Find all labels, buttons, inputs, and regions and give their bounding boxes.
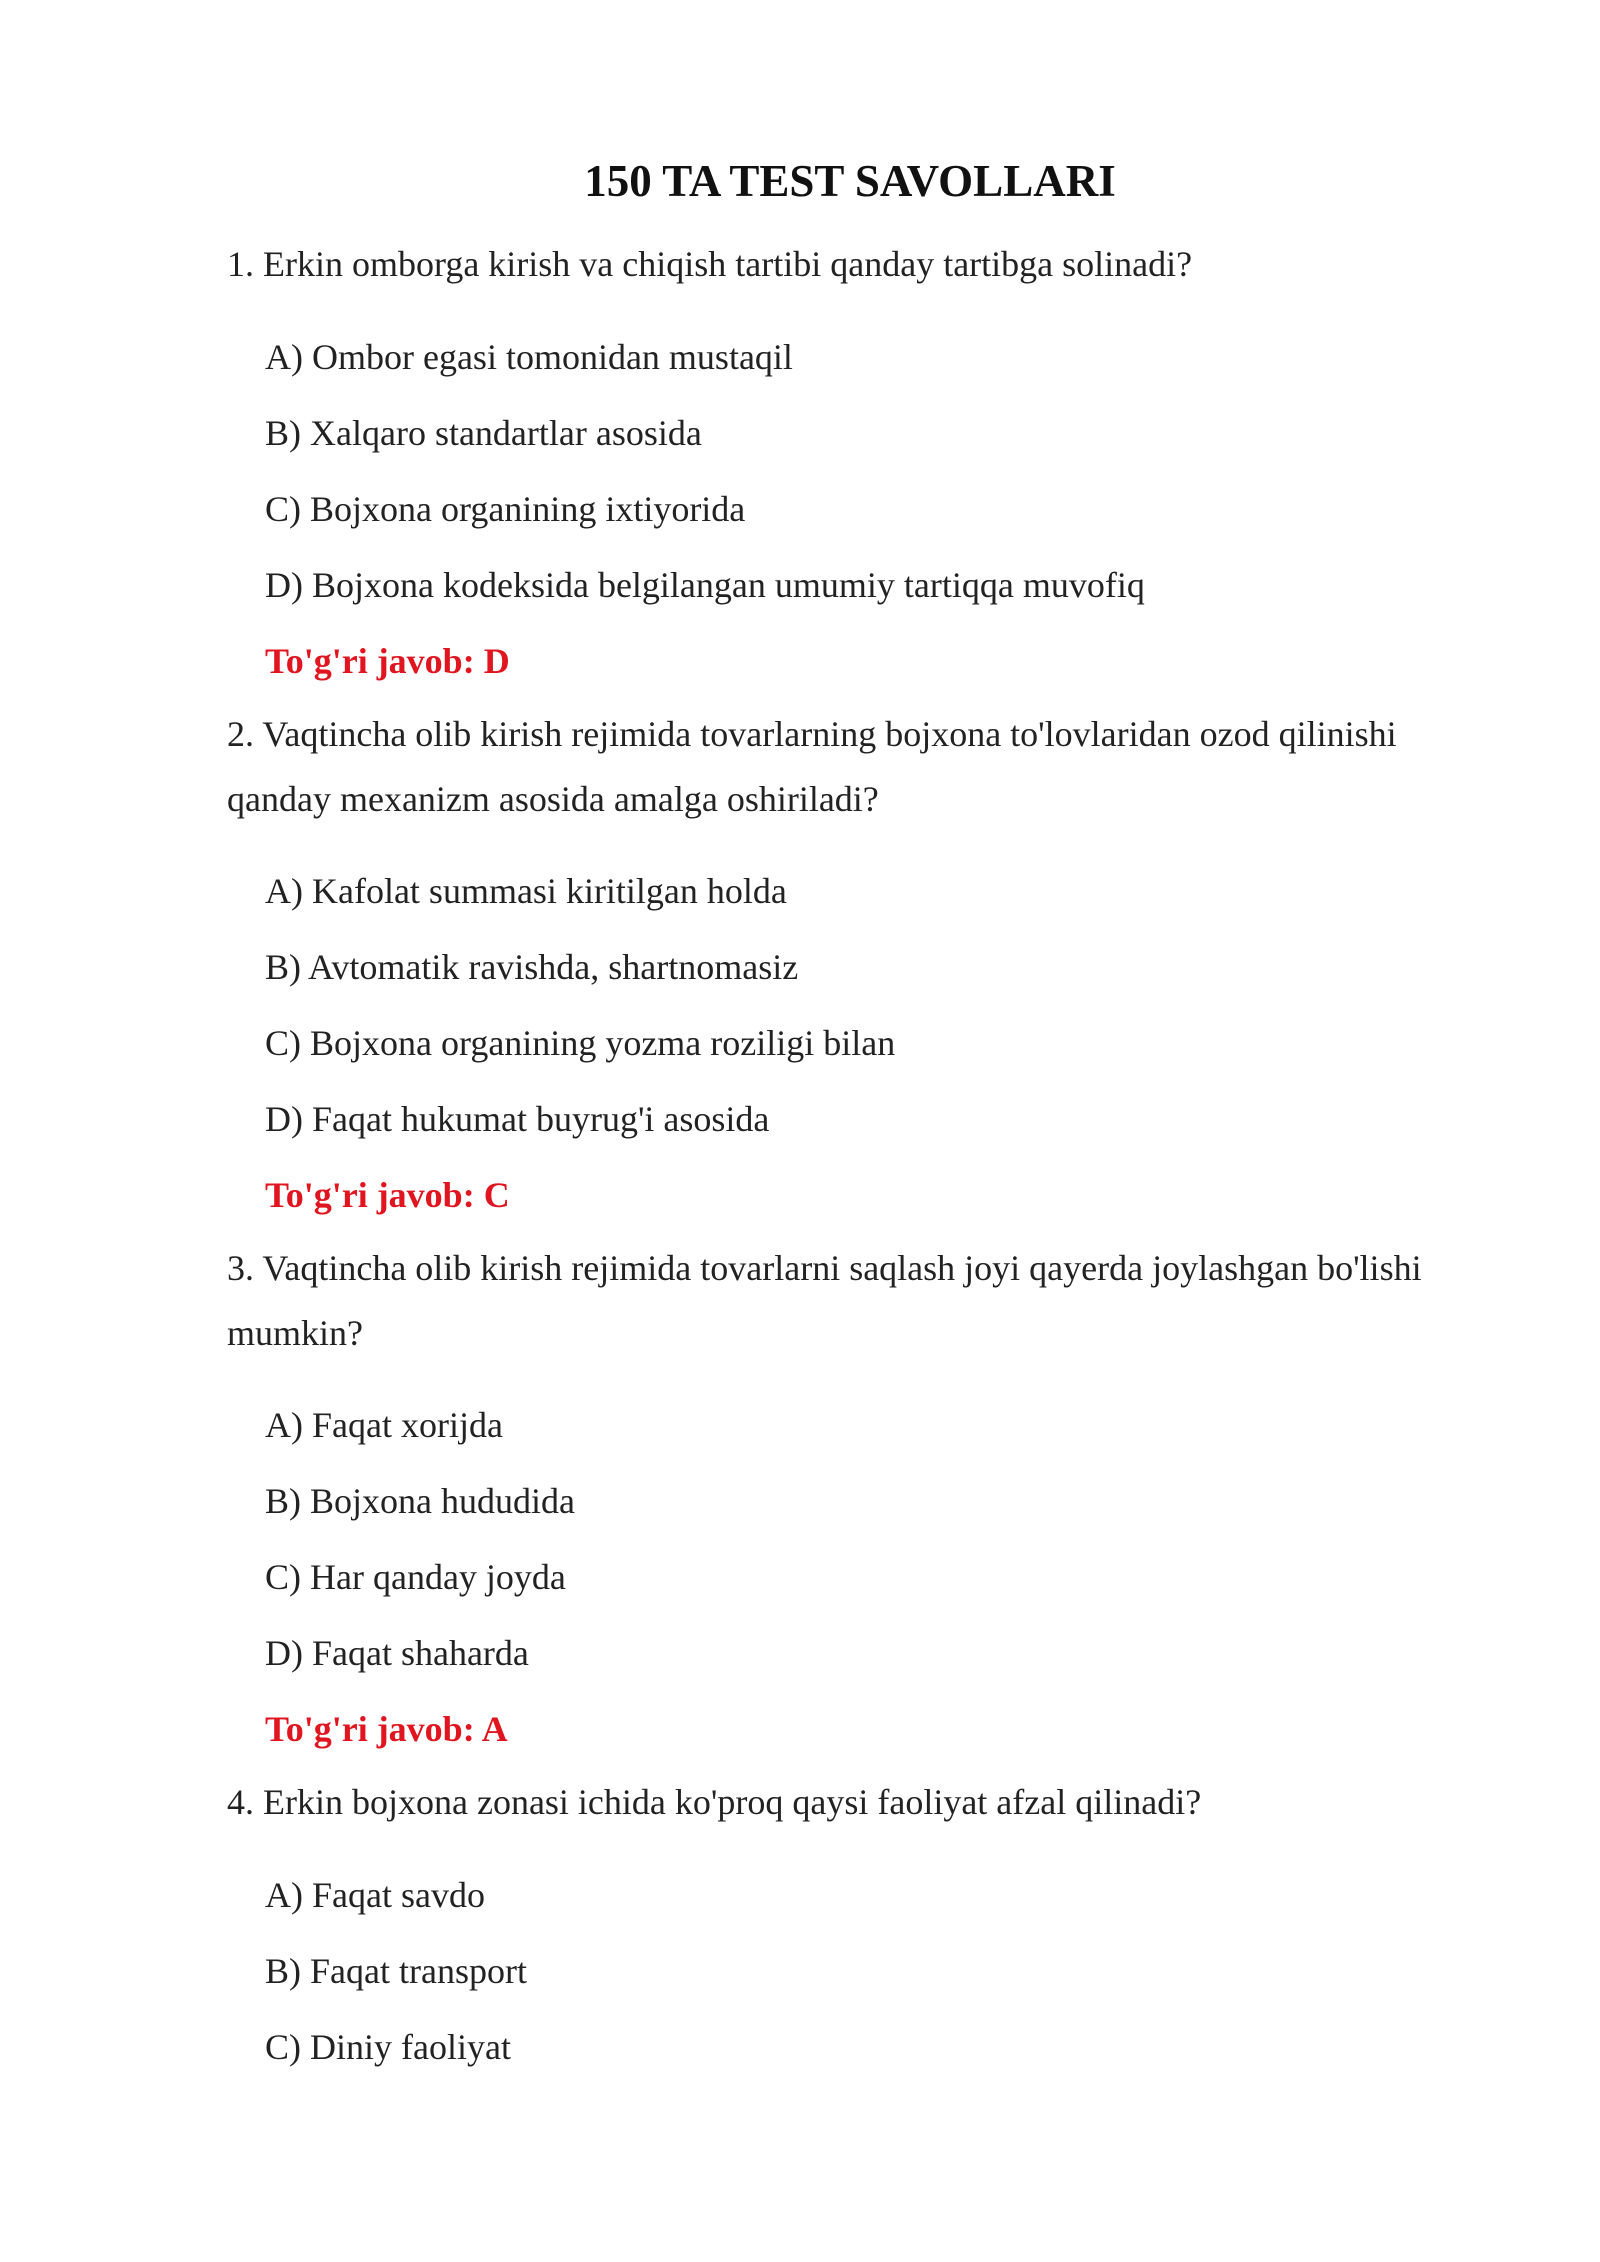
question-2-option-a: A) Kafolat summasi kiritilgan holda [265, 871, 787, 911]
question-3-option-d: D) Faqat shaharda [265, 1633, 529, 1673]
question-2-option-c: C) Bojxona organining yozma roziligi bilan [265, 1023, 896, 1063]
question-3-option-a: A) Faqat xorijda [265, 1405, 503, 1445]
question-1-option-b: B) Xalqaro standartlar asosida [265, 413, 702, 453]
question-2: 2. Vaqtincha olib kirish rejimida tovarlarning bojxona to'lovlaridan ozod qilinishi qanday mexanizm asosida amalga oshiriladi? [227, 714, 1397, 819]
question-2-option-b: B) Avtomatik ravishda, shartnomasiz [265, 947, 799, 987]
question-1-option-a: A) Ombor egasi tomonidan mustaqil [265, 337, 793, 377]
question-4-option-c: C) Diniy faoliyat [265, 2027, 511, 2067]
question-1-option-d: D) Bojxona kodeksida belgilangan umumiy tartiqqa muvofiq [265, 565, 1145, 605]
page-title: 150 TA TEST SAVOLLARI [584, 156, 1116, 206]
question-1-answer: To'g'ri javob: D [265, 641, 510, 681]
question-4: 4. Erkin bojxona zonasi ichida ko'proq qaysi faoliyat afzal qilinadi? [227, 1782, 1202, 1822]
question-1-option-c: C) Bojxona organining ixtiyorida [265, 489, 746, 529]
question-1: 1. Erkin omborga kirish va chiqish tartibi qanday tartibga solinadi? [227, 244, 1193, 284]
question-2-option-d: D) Faqat hukumat buyrug'i asosida [265, 1099, 770, 1139]
question-4-option-a: A) Faqat savdo [265, 1875, 485, 1915]
question-3-option-b: B) Bojxona hududida [265, 1481, 575, 1521]
question-3: 3. Vaqtincha olib kirish rejimida tovarlarni saqlash joyi qayerda joylashgan bo'lishi mumkin? [227, 1248, 1422, 1353]
question-2-answer: To'g'ri javob: C [265, 1175, 510, 1215]
question-3-answer: To'g'ri javob: A [265, 1709, 508, 1749]
question-3-option-c: C) Har qanday joyda [265, 1557, 566, 1597]
question-4-option-b: B) Faqat transport [265, 1951, 527, 1991]
